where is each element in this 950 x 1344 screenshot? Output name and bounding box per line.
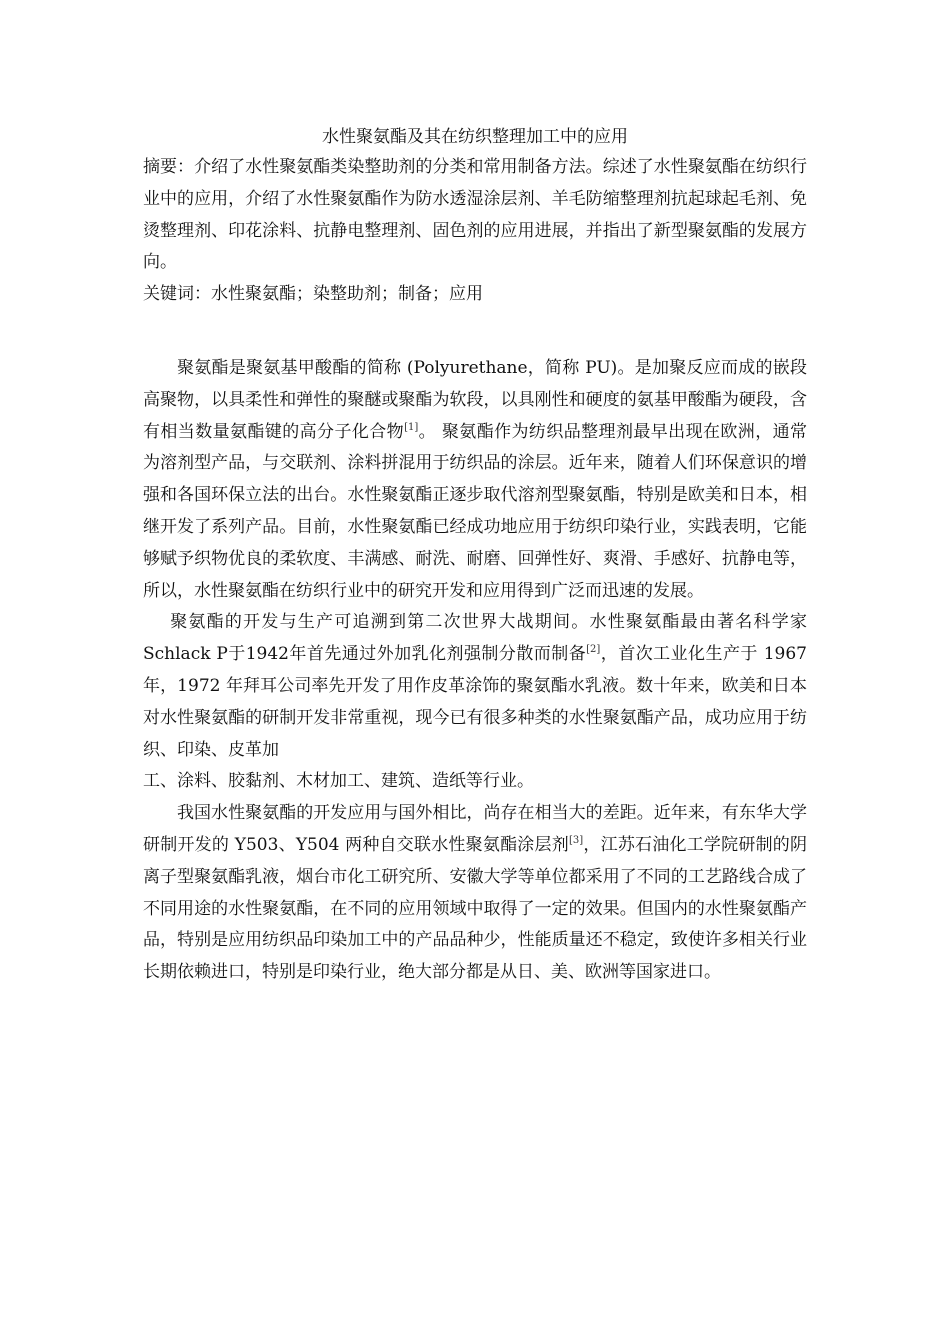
body-paragraph-2 — [143, 607, 807, 766]
paragraph-text: 聚氨酯是聚氨基甲酸酯的简称 (Polyurethane，简称 PU)。是加聚反应而成的嵌段高聚物，以具柔性和弹性的聚醚或聚酯为软段，以具刚性和硬度的氨基甲酸酯为硬段，含有相当数量氨酯键的高分子化合物 — [143, 357, 807, 442]
body-paragraph-2-continued: 工、涂料、胶黏剂、木材加工、建筑、造纸等行业。 — [143, 771, 534, 792]
section-spacer — [143, 311, 807, 353]
body-paragraph-1 — [143, 353, 807, 607]
citation-ref-3: [3] — [568, 834, 584, 846]
paragraph-text: 我国水性聚氨酯的开发应用与国外相比，尚存在相当大的差距。近年来，有东华大学研制开发的 Y503、Y504 两种自交联水性聚氨酯涂层剂 — [143, 803, 807, 855]
paragraph-text: 。 聚氨酯作为纺织品整理剂最早出现在欧洲，通常为溶剂型产品，与交联剂、涂料拼混用于纺织品的涂层。近年来，随着人们环保意识的增强和各国环保立法的出台。水性聚氨酯正逐步取代溶剂型聚氨酯，特别是欧美和日本，相继开发了系列产品。目前，水性聚氨酯已经成功地应用于纺织印染行业，实践表明，它能够赋予织物优良的柔软度、丰满感、耐洗、耐磨、回弹性好、爽滑、手感好、抗静电等，所以，水性聚氨酯在纺织行业中的研究开发和应用得到广泛而迅速的发展。 — [143, 421, 808, 601]
body-section — [143, 353, 807, 989]
document-content — [143, 122, 807, 989]
abstract-text: 摘要：介绍了水性聚氨酯类染整助剂的分类和常用制备方法。综述了水性聚氨酯在纺织行业中的应用，介绍了水性聚氨酯作为防水透湿涂层剂、羊毛防缩整理剂抗起球起毛剂、免烫整理剂、印花涂料、抗静电整理剂、固色剂的应用进展，并指出了新型聚氨酯的发展方向。 — [143, 157, 807, 273]
citation-ref-2: [2] — [586, 644, 601, 656]
paragraph-text: ，江苏石油化工学院研制的阴离子型聚氨酯乳液，烟台市化工研究所、安徽大学等单位都采用了不同的工艺路线合成了不同用途的水性聚氨酯，在不同的应用领域中取得了一定的效果。但国内的水性聚氨酯产品，特别是应用纺织品印染加工中的产品品种少，性能质量还不稳定，致使许多相关行业长期依赖进口，特别是印染行业，绝大部分都是从日、美、欧洲等国家进口。 — [143, 834, 808, 983]
body-paragraph-3 — [143, 798, 807, 989]
paragraph-text: 聚氨酯的开发与生产可追溯到第二次世界大战期间。水性聚氨酯最由著名科学家Schlack P于1942年首先通过外加乳化剂强制分散而制备 — [143, 612, 807, 665]
abstract-section — [143, 152, 807, 279]
citation-ref-1: [1] — [404, 421, 419, 433]
keywords-line: 关键词：水性聚氨酯；染整助剂；制备；应用 — [143, 284, 483, 305]
document-title: 水性聚氨酯及其在纺织整理加工中的应用 — [322, 127, 628, 147]
paragraph-text: ，首次工业化生产于 1967 年，1972 年拜耳公司率先开发了用作皮革涂饰的聚氨酯水乳液。数十年来，欧美和日本对水性聚氨酯的研制开发非常重视，现今已有很多种类的水性聚氨酯产品，成功应用于纺织、印染、皮革加 — [143, 644, 807, 760]
